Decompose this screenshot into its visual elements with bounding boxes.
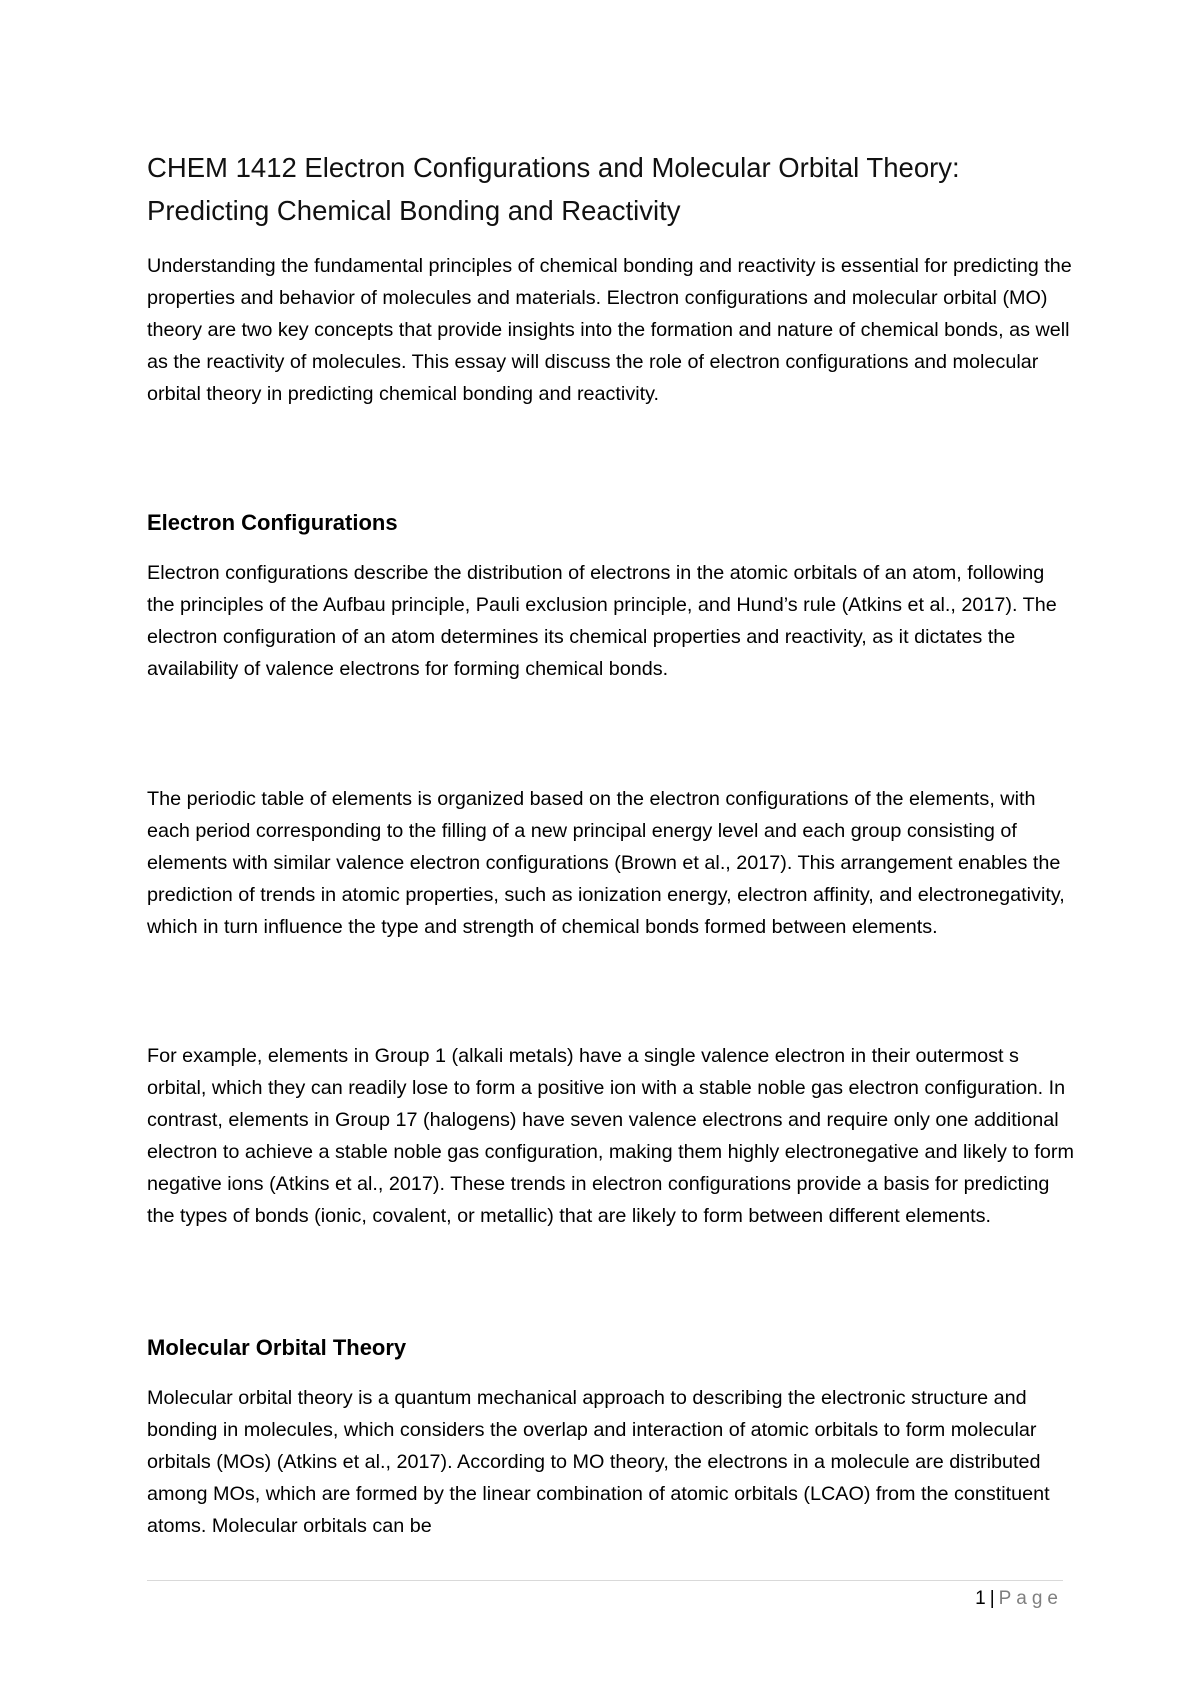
electron-config-paragraph-1: Electron configurations describe the distribution of electrons in the atomic orbitals of an atom, following the principles of the Aufbau principle, Pauli exclusion principle, and Hund’s rule (Atkins et al., 2017). The electron configuration of an atom determines its chemical properties and reactivity, as it dictates the availability of valence electrons for forming chemical bonds.	[147, 562, 1057, 680]
footer-divider	[147, 1580, 1063, 1581]
page-number: 1	[975, 1588, 986, 1609]
mo-theory-paragraph-1: Molecular orbital theory is a quantum mechanical approach to describing the electronic structure and bonding in molecules, which considers the overlap and interaction of atomic orbitals to form molecular orbitals (MOs) (Atkins et al., 2017). According to MO theory, the electrons in a molecule are distributed among MOs, which are formed by the linear combination of atomic orbitals (LCAO) from the constituent atoms. Molecular orbitals can be	[147, 1387, 1050, 1537]
section-heading-molecular-orbital-theory: Molecular Orbital Theory	[147, 1335, 407, 1360]
intro-paragraph: Understanding the fundamental principles of chemical bonding and reactivity is essential for predicting the properties and behavior of molecules and materials. Electron configurations and molecular orbital (MO) theory are two key concepts that provide insights into the formation and nature of chemical bonds, as well as the reactivity of molecules. This essay will discuss the role of electron configurations and molecular orbital theory in predicting chemical bonding and reactivity.	[147, 255, 1072, 405]
document-title: CHEM 1412 Electron Configurations and Molecular Orbital Theory: Predicting Chemical Bonding and Reactivity	[147, 152, 960, 226]
footer-separator: |	[989, 1588, 995, 1609]
page-label: Page	[998, 1588, 1063, 1609]
electron-config-paragraph-3: For example, elements in Group 1 (alkali metals) have a single valence electron in their outermost s orbital, which they can readily lose to form a positive ion with a stable noble gas electron configuration. In contrast, elements in Group 17 (halogens) have seven valence electrons and require only one additional electron to achieve a stable noble gas configuration, making them highly electronegative and likely to form negative ions (Atkins et al., 2017). These trends in electron configurations provide a basis for predicting the types of bonds (ionic, covalent, or metallic) that are likely to form between different elements.	[147, 1045, 1074, 1227]
page-footer	[975, 1585, 1063, 1613]
electron-config-paragraph-2: The periodic table of elements is organized based on the electron configurations of the elements, with each period corresponding to the filling of a new principal energy level and each group consisting of elements with similar valence electron configurations (Brown et al., 2017). This arrangement enables the prediction of trends in atomic properties, such as ionization energy, electron affinity, and electronegativity, which in turn influence the type and strength of chemical bonds formed between elements.	[147, 788, 1065, 938]
section-heading-electron-configurations: Electron Configurations	[147, 510, 398, 535]
